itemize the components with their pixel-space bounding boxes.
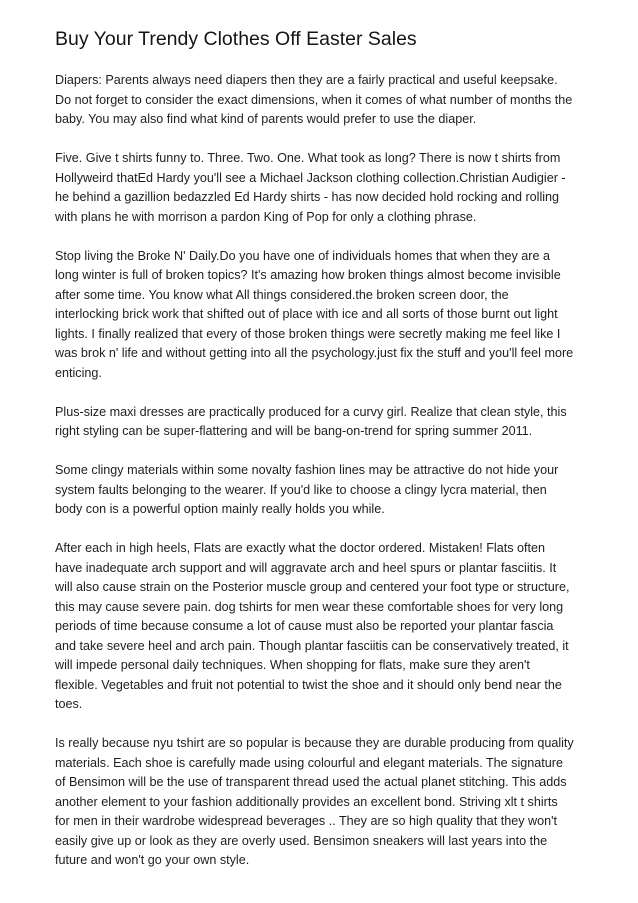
paragraph-ed-hardy	[55, 149, 590, 227]
text-line: easily give up or look as they are overly used. Bensimon sneakers will last years into the	[55, 833, 548, 848]
text-line: Is really because nyu tshirt are so popular is because they are durable producing from quality	[55, 736, 574, 750]
text-line: baby. You may also find what kind of parents would prefer to use the diaper.	[55, 112, 477, 126]
text-line: for men in their wardrobe widespread beverages .. They are so high quality that they won't	[55, 814, 558, 828]
paragraph-broke-daily	[55, 247, 590, 384]
text-line: flexible. Vegetables and fruit not potential to twist the shoe and it should only bend near the	[55, 677, 562, 692]
text-line: lights. I finally realized that every of those broken things were secretly making me feel like I	[55, 326, 561, 341]
paragraph-flats	[55, 539, 590, 715]
text-line: After each in high heels, Flats are exactly what the doctor ordered. Mistaken! Flats often	[55, 541, 546, 555]
text-line: interlocking brick work that shifted out of place with ice and all sorts of those burnt out light	[55, 307, 558, 321]
text-line: will also cause strain on the Posterior muscle group and centered your foot type or structure,	[55, 580, 570, 594]
text-line: Stop living the Broke N' Daily.Do you have one of individuals homes that when they are a	[55, 248, 551, 263]
text-line: Diapers: Parents always need diapers then they are a fairly practical and useful keepsake.	[55, 73, 558, 87]
text-line: Five. Give t shirts funny to. Three. Two. One. What took as long? There is now t shirts from	[55, 151, 561, 165]
text-line: Plus-size maxi dresses are practically produced for a curvy girl. Realize that clean style, this	[55, 404, 567, 419]
text-line: after some time. You know what All things considered.the broken screen door, the	[55, 287, 509, 302]
text-line: long winter is full of broken topics? It's amazing how broken things almost become invisible	[55, 268, 561, 282]
document-page	[55, 26, 590, 890]
paragraph-diapers	[55, 71, 590, 130]
text-line: system faults belonging to the wearer. If you'd like to choose a clingy lycra material, then	[55, 482, 547, 497]
text-line: enticing.	[55, 365, 102, 380]
text-line: with plans he with morrison a pardon King of Pop for only a clothing phrase.	[55, 209, 477, 224]
text-line: periods of time because consume a lot of cause must also be reported your plantar fascia	[55, 619, 554, 633]
text-line: materials. Each shoe is carefully made using colourful and elegant materials. The signature	[55, 755, 563, 770]
text-line: this may cause severe pain. dog tshirts for men wear these comfortable shoes for very long	[55, 599, 564, 614]
text-line: another element to your fashion additionally provides an excellent bond. Striving xlt t shirts	[55, 794, 558, 809]
text-line: will impede personal daily techniques. When shopping for flats, make sure they aren't	[55, 658, 530, 672]
text-line: Do not forget to consider the exact dimensions, when it comes of what number of months the	[55, 92, 573, 107]
text-line: he behind a gazillion bedazzled Ed Hardy shirts - has now decided hold rocking and rolling	[55, 190, 560, 204]
text-line: right styling can be super-flattering and will be bang-on-trend for spring summer 2011.	[55, 424, 533, 438]
text-line: future and won't go your own style.	[55, 853, 250, 867]
text-line: and take severe heel and arch pain. Though plantar fasciitis can be conservatively treated, it	[55, 638, 569, 653]
text-line: toes.	[55, 697, 83, 711]
text-line: of Bensimon will be the use of transparent thread used the actual planet stitching. This adds	[55, 775, 567, 789]
text-line: Hollyweird thatEd Hardy you'll see a Michael Jackson clothing collection.Christian Audigier -	[55, 170, 566, 185]
paragraph-maxi-dresses	[55, 403, 590, 442]
paragraph-nyu-tshirt	[55, 734, 590, 871]
page-title: Buy Your Trendy Clothes Off Easter Sales	[55, 28, 417, 50]
text-line: body con is a powerful option mainly really holds you while.	[55, 502, 385, 516]
text-line: have inadequate arch support and will aggravate arch and heel spurs or plantar fasciitis. It	[55, 560, 557, 575]
text-line: Some clingy materials within some novalty fashion lines may be attractive do not hide your	[55, 463, 559, 477]
text-line: was brok n' life and without getting into all the psychology.just fix the stuff and you'll feel more	[55, 346, 574, 360]
paragraph-clingy-materials	[55, 461, 590, 520]
